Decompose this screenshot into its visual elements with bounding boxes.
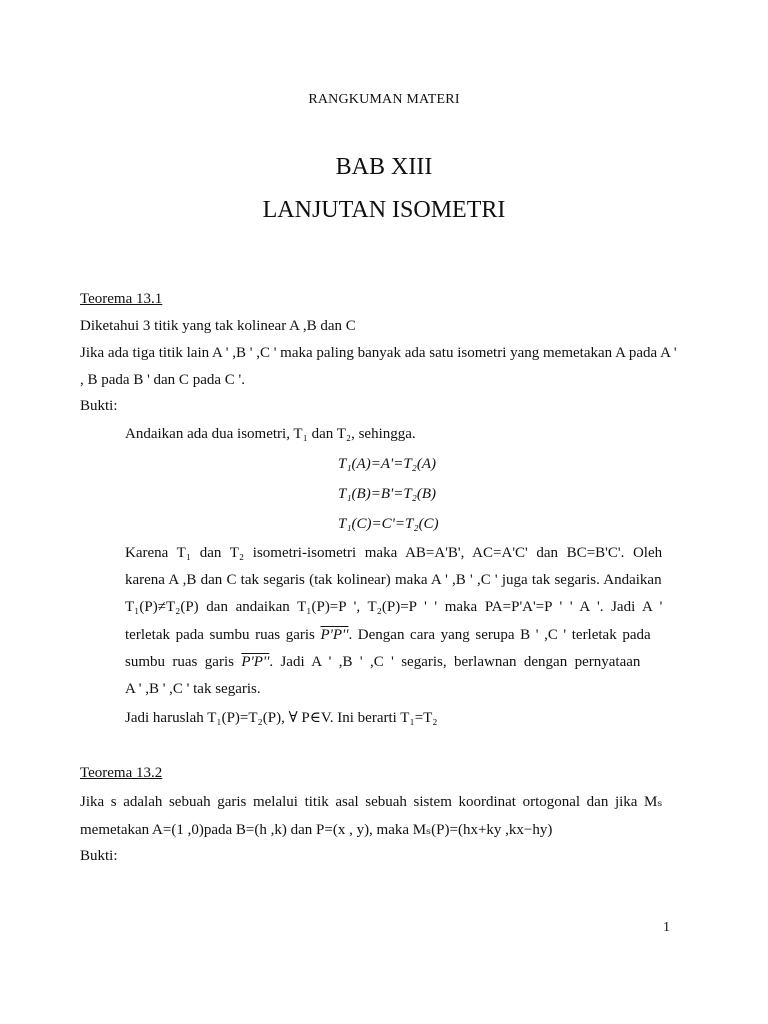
segment-p-p-2: P'P''	[241, 654, 270, 670]
chapter-subtitle: LANJUTAN ISOMETRI	[262, 197, 506, 223]
theorem-1-line-3: , B pada B ' dan C pada C '.	[80, 372, 245, 388]
proof-1-line-3: T₁(P)≠T₂(P) dan andaikan T₁(P)=P ', T₂(P)=P ' ' maka PA=P'A'=P ' ' A '. Jadi A '	[125, 599, 663, 615]
proof-2-label: Bukti:	[80, 848, 118, 864]
theorem-1-line-2: Jika ada tiga titik lain A ' ,B ' ,C ' maka paling banyak ada satu isometri yang memetakan A pada A '	[80, 345, 677, 361]
proof-1-line-4	[125, 627, 651, 644]
proof-1-conclusion: Jadi haruslah T₁(P)=T₂(P), ∀ P∈V. Ini berarti T₁=T₂	[125, 710, 438, 726]
proof-1-intro: Andaikan ada dua isometri, T₁ dan T₂, sehingga.	[125, 426, 416, 442]
proof-1-line-4-a: terletak pada sumbu ruas garis	[125, 627, 321, 643]
chapter-title: BAB XIII	[335, 154, 433, 180]
theorem-1-heading: Teorema 13.1	[80, 291, 163, 307]
equation-2: T₁(B)=B'=T₂(B)	[338, 486, 437, 502]
proof-1-line-4-b: . Dengan cara yang serupa B ' ,C ' terletak pada	[348, 627, 651, 643]
proof-1-line-6: A ' ,B ' ,C ' tak segaris.	[125, 681, 261, 697]
page-number: 1	[663, 920, 670, 935]
theorem-2-heading: Teorema 13.2	[80, 765, 163, 781]
proof-1-line-5-b: . Jadi A ' ,B ' ,C ' segaris, berlawnan dengan pernyataan	[269, 654, 641, 670]
proof-1-line-2: karena A ,B dan C tak segaris (tak kolinear) maka A ' ,B ' ,C ' juga tak segaris. Andaikan	[125, 572, 662, 588]
document-header: RANGKUMAN MATERI	[308, 92, 460, 107]
proof-1-line-5-a: sumbu ruas garis	[125, 654, 242, 670]
theorem-2-line-1: Jika s adalah sebuah garis melalui titik asal sebuah sistem koordinat ortogonal dan jika Mₛ	[80, 794, 663, 810]
proof-1-line-5	[125, 654, 640, 671]
proof-1-line-1: Karena T₁ dan T₂ isometri-isometri maka AB=A'B', AC=A'C' dan BC=B'C'. Oleh	[125, 545, 663, 561]
theorem-2-line-2: memetakan A=(1 ,0)pada B=(h ,k) dan P=(x , y), maka Mₛ(P)=(hx+ky ,kx−hy)	[80, 822, 553, 838]
theorem-1-line-1: Diketahui 3 titik yang tak kolinear A ,B dan C	[80, 318, 356, 334]
segment-p-p: P'P''	[320, 627, 349, 643]
equation-3: T₁(C)=C'=T₂(C)	[338, 516, 439, 532]
equation-1: T₁(A)=A'=T₂(A)	[338, 456, 437, 472]
proof-1-label: Bukti:	[80, 398, 118, 414]
